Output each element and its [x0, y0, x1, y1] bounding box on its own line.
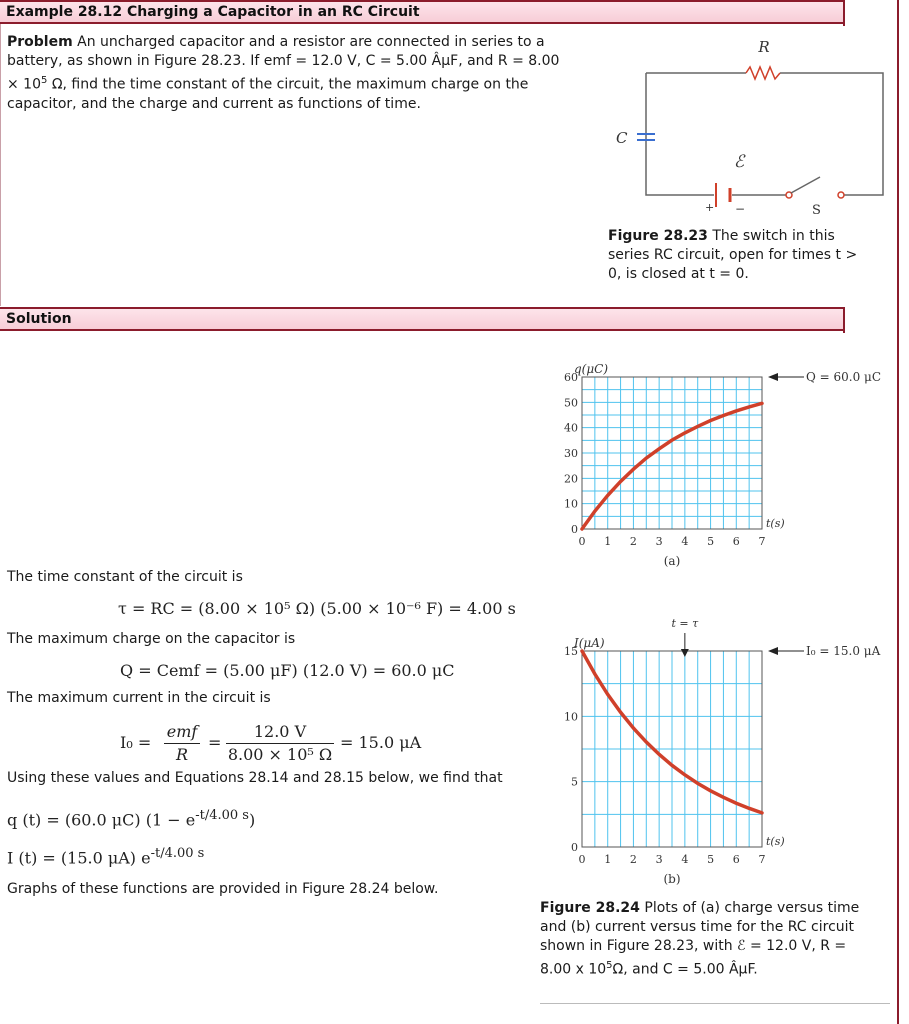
circuit-diagram [600, 30, 900, 230]
problem-left-border [0, 24, 1, 306]
fig24-line-4a: 8.00 x 10 [540, 961, 607, 978]
i0-lhs: I₀ = [120, 733, 152, 752]
switch-contact-right [838, 192, 844, 198]
x-tick-label: 7 [758, 853, 766, 866]
fig24-line-4-exp: 5 [606, 960, 613, 971]
fig23-caption [608, 227, 893, 284]
annotation-arrow-head [768, 647, 778, 655]
example-header [0, 0, 844, 24]
x-tick-label: 3 [655, 535, 663, 548]
i0-frac2-bar [226, 743, 334, 744]
label-emf: ℰ [733, 152, 745, 172]
problem-line-3a: × 10 [7, 76, 41, 93]
annotation-label: Q = 60.0 μC [806, 370, 882, 384]
x-tick-label: 3 [655, 853, 663, 866]
max-current-intro: The maximum current in the circuit is [7, 690, 271, 706]
tau-marker-label: t = τ [671, 617, 699, 630]
problem-line-3-exp: 5 [41, 75, 48, 86]
x-tick-label: 7 [758, 535, 766, 548]
q-t-exp: -t/4.00 s [195, 808, 249, 823]
annotation-label: I₀ = 15.0 μA [806, 644, 881, 658]
wire-left [646, 73, 714, 195]
i-t-exp: -t/4.00 s [150, 846, 205, 861]
fig24-line-3: shown in Figure 28.23, with ℰ = 12.0 V, R = [540, 938, 847, 954]
x-tick-label: 4 [681, 535, 689, 548]
y-tick-label: 60 [564, 371, 578, 384]
y-tick-label: 40 [564, 421, 578, 435]
chart-a [550, 350, 890, 580]
max-charge-intro: The maximum charge on the capacitor is [7, 631, 296, 647]
y-tick-label: 10 [564, 497, 578, 511]
y-axis-label: I(μA) [574, 636, 605, 650]
y-tick-label: 10 [564, 710, 578, 724]
problem-text [7, 33, 607, 114]
problem-line-4: capacitor, and the charge and current as functions of time. [7, 95, 421, 112]
solution-title: Solution [6, 311, 72, 327]
y-tick-label: 0 [571, 523, 578, 536]
bottom-divider [540, 1003, 890, 1004]
y-tick-label: 20 [564, 472, 578, 486]
y-tick-label: 50 [564, 396, 578, 410]
problem-label: Problem [7, 34, 73, 50]
x-tick-label: 0 [578, 535, 586, 548]
graphs-text: Graphs of these functions are provided in Figure 28.24 below. [7, 881, 439, 897]
annotation-arrow-head [768, 373, 778, 381]
fig24-line-1: Plots of (a) charge versus time [639, 900, 860, 916]
x-tick-label: 0 [578, 853, 586, 866]
label-C: C [616, 129, 628, 147]
fig24-label: Figure 28.24 [540, 900, 640, 916]
using-text: Using these values and Equations 28.14 and 28.15 below, we find that [7, 770, 503, 786]
label-plus: + [705, 201, 715, 214]
example-title: Example 28.12 Charging a Capacitor in an RC Circuit [6, 4, 420, 20]
x-tick-label: 1 [604, 535, 612, 548]
problem-line-2: battery, as shown in Figure 28.23. If emf = 12.0 V, C = 5.00 ÂµF, and R = 8.00 [7, 53, 560, 69]
i-t-part-a: I (t) = (15.0 μA) e [7, 848, 151, 868]
x-axis-label: t(s) [766, 517, 785, 530]
fig24-caption [540, 899, 890, 980]
x-tick-label: 5 [707, 853, 715, 866]
x-tick-label: 2 [629, 535, 637, 548]
i0-frac1-den: R [175, 745, 189, 764]
x-tick-label: 4 [681, 853, 689, 866]
chart-b [550, 612, 890, 892]
fig24-line-2: and (b) current versus time for the RC circuit [540, 919, 855, 935]
i0-eq2: = [208, 733, 222, 752]
i0-frac2-den: 8.00 × 10⁵ Ω [227, 745, 333, 764]
y-tick-label: 30 [564, 447, 578, 460]
q-t-part-b: ) [248, 810, 256, 830]
x-tick-label: 6 [732, 853, 740, 866]
fig23-label: Figure 28.23 [608, 228, 708, 244]
header-divider [843, 0, 845, 26]
i0-frac1-num: emf [166, 722, 198, 741]
tau-equation: τ = RC = (8.00 × 10⁵ Ω) (5.00 × 10⁻⁶ F) = 4.00 s [118, 599, 516, 618]
x-axis-label: t(s) [766, 835, 785, 848]
i-t-equation [7, 846, 204, 867]
y-tick-label: 0 [571, 841, 578, 854]
x-tick-label: 1 [604, 853, 612, 866]
fig23-line-3: 0, is closed at t = 0. [608, 266, 749, 282]
problem-line-1: An uncharged capacitor and a resistor are connected in series to a [72, 34, 545, 50]
label-minus: − [735, 202, 746, 216]
wire-right [780, 73, 883, 195]
q-equation: Q = Cemf = (5.00 μF) (12.0 V) = 60.0 μC [120, 661, 455, 680]
q-t-part-a: q (t) = (60.0 μC) (1 − e [7, 810, 196, 830]
fig23-line-2: series RC circuit, open for times t > [608, 247, 858, 263]
fig23-line-1: The switch in this [707, 228, 835, 244]
problem-line-3b: Ω, find the time constant of the circuit, the maximum charge on the [47, 76, 529, 93]
chart-title: (b) [663, 872, 681, 886]
y-axis-label: q(μC) [574, 362, 609, 376]
x-tick-label: 6 [732, 535, 740, 548]
fig24-line-4b: Ω, and C = 5.00 ÂµF. [612, 961, 758, 978]
i0-rhs: = 15.0 μA [340, 733, 422, 752]
i0-frac2-num: 12.0 V [253, 722, 307, 741]
solution-header [0, 307, 844, 331]
chart-title: (a) [663, 554, 681, 568]
time-const-intro: The time constant of the circuit is [7, 569, 243, 585]
y-tick-label: 15 [564, 645, 578, 658]
switch-arm [791, 177, 820, 193]
x-tick-label: 2 [629, 853, 637, 866]
i0-frac1-bar [164, 743, 200, 744]
label-R: R [758, 38, 770, 56]
y-tick-label: 5 [571, 775, 578, 789]
label-S: S [812, 203, 821, 218]
q-t-equation [7, 808, 255, 829]
resistor-symbol [746, 67, 780, 79]
x-tick-label: 5 [707, 535, 715, 548]
solution-header-divider [843, 307, 845, 333]
